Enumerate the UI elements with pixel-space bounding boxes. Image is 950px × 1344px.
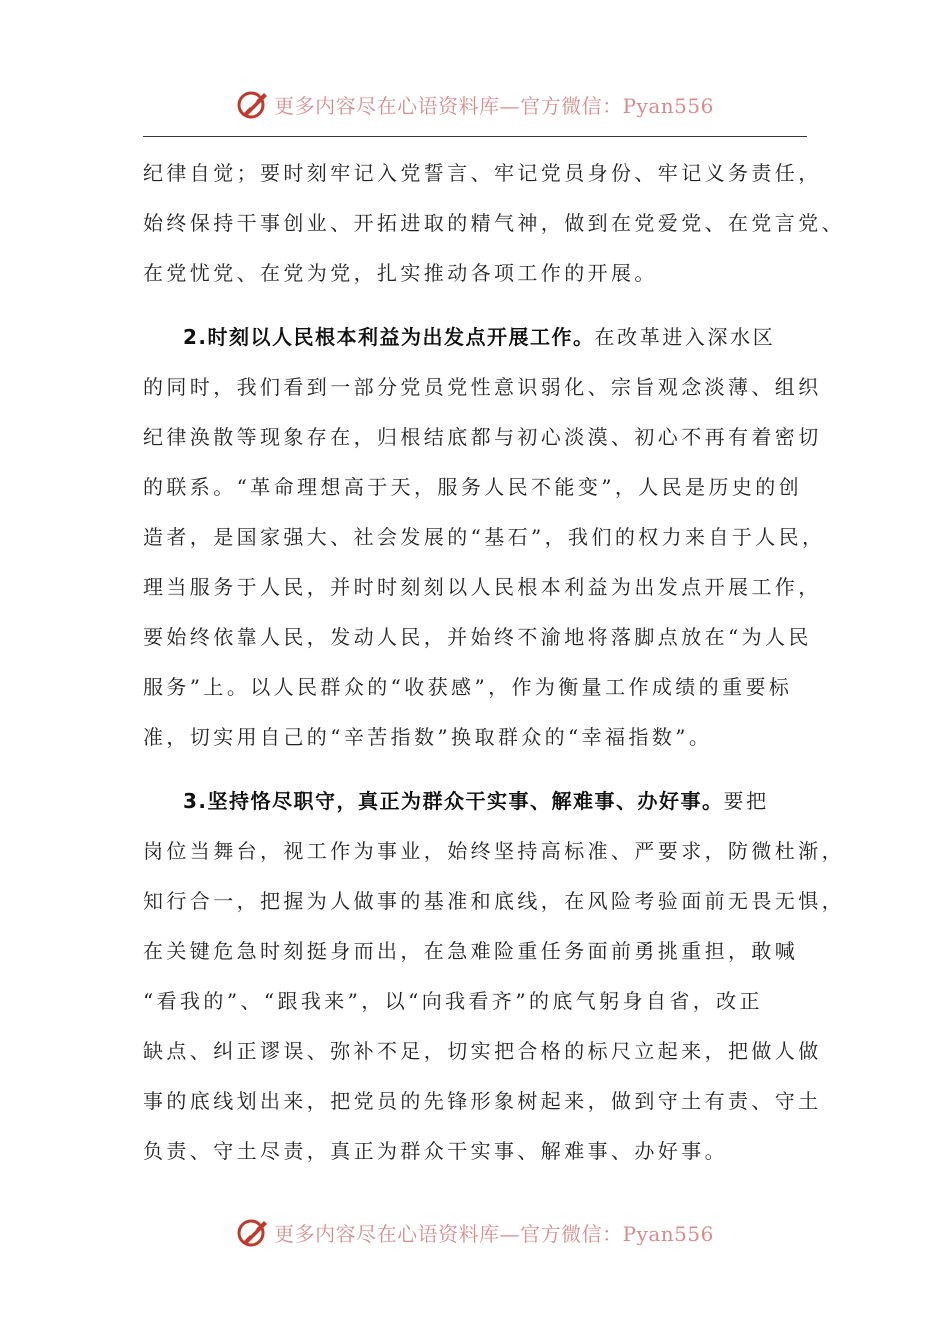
- header-divider: [143, 136, 807, 137]
- section-heading-2: 2.时刻以人民根本利益为出发点开展工作。: [183, 325, 595, 349]
- text-line: 纪律涣散等现象存在，归根结底都与初心淡漠、初心不再有着密切: [143, 425, 822, 449]
- text-line: 理当服务于人民，并时时刻刻以人民根本利益为出发点开展工作，: [143, 575, 822, 599]
- text-line: 知行合一，把握为人做事的基准和底线，在风险考验面前无畏无惧，: [143, 889, 845, 913]
- text-line: 缺点、纠正谬误、弥补不足，切实把合格的标尺立起来，把做人做: [143, 1039, 822, 1063]
- paragraph-3: [143, 776, 845, 1176]
- text-line: 造者，是国家强大、社会发展的“基石”，我们的权力来自于人民，: [143, 525, 826, 549]
- text-line: 事的底线划出来，把党员的先锋形象树起来，做到守土有责、守土: [143, 1089, 822, 1113]
- document-body: [143, 148, 845, 1176]
- paragraph-first-line: [143, 312, 823, 362]
- paragraph-1: [143, 148, 845, 298]
- text-line: 始终保持干事创业、开拓进取的精气神，做到在党爱党、在党言党、: [143, 211, 845, 235]
- text-line: 纪律自觉；要时刻牢记入党誓言、牢记党员身份、牢记义务责任，: [143, 161, 822, 185]
- text-line: 服务”上。以人民群众的“收获感”，作为衡量工作成绩的重要标: [143, 675, 793, 699]
- text-line: 负责、守土尽责，真正为群众干实事、解难事、办好事。: [143, 1139, 728, 1163]
- header-watermark-banner: [0, 84, 950, 124]
- text-line: 在党忧党、在党为党，扎实推动各项工作的开展。: [143, 261, 658, 285]
- text-line: 岗位当舞台，视工作为事业，始终坚持高标准、严要求，防微杜渐，: [143, 839, 845, 863]
- text-line: 的联系。“革命理想高于天，服务人民不能变”，人民是历史的创: [143, 475, 803, 499]
- section-heading-3: 3.坚持恪尽职守，真正为群众干实事、解难事、办好事。: [183, 789, 724, 813]
- pen-logo-icon: [236, 87, 270, 121]
- text-span: 在改革进入深水区: [594, 325, 776, 349]
- paragraph-first-line: [143, 776, 823, 826]
- text-line: “看我的”、“跟我来”，以“向我看齐”的底气躬身自省，改正: [143, 989, 763, 1013]
- watermark-text: 更多内容尽在心语资料库—官方微信：Pyan556: [274, 93, 714, 118]
- text-line: 准，切实用自己的“辛苦指数”换取群众的“幸福指数”。: [143, 725, 713, 749]
- text-line: 的同时，我们看到一部分党员党性意识弱化、宗旨观念淡薄、组织: [143, 375, 822, 399]
- text-line: 要始终依靠人民，发动人民，并始终不渝地将落脚点放在“为人民: [143, 625, 812, 649]
- footer-watermark-banner: [0, 1212, 950, 1252]
- text-line: 在关键危急时刻挺身而出，在急难险重任务面前勇挑重担，敢喊: [143, 939, 799, 963]
- pen-logo-icon: [236, 1215, 270, 1249]
- text-span: 要把: [723, 789, 769, 813]
- watermark-text: 更多内容尽在心语资料库—官方微信：Pyan556: [274, 1221, 714, 1246]
- paragraph-2: [143, 312, 826, 762]
